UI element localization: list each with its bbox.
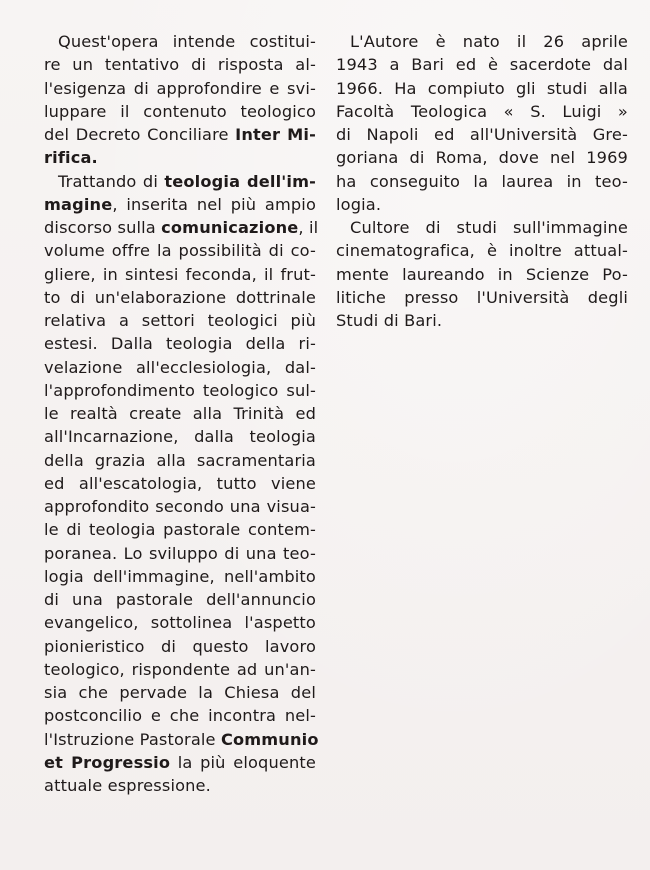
- text-line: luppare il contenuto teologico: [44, 101, 316, 121]
- bold-term-teologia-immagine-end: magine: [44, 194, 113, 214]
- text-line: postconcilio e che incontra nel-: [44, 706, 316, 726]
- text-line: ha conseguito la laurea in teo-: [336, 171, 628, 191]
- text-line: sia che pervade la Chiesa del: [44, 683, 316, 702]
- text-line: relativa a settori teologici più: [44, 311, 316, 330]
- author-studies-paragraph: [336, 216, 628, 332]
- text-line: evangelico, sottolinea l'aspetto: [44, 613, 316, 633]
- document-title-et-progressio: et Progressio: [44, 752, 171, 772]
- text-line: goriana di Roma, dove nel 1969: [336, 148, 628, 168]
- text-line: all'Incarnazione, dalla teologia: [44, 427, 316, 447]
- text-line: estesi. Dalla teologia della ri-: [44, 334, 316, 354]
- document-title-inter-mirifica-end: rifica.: [44, 148, 98, 168]
- text-line: [44, 728, 319, 751]
- text-line: L'Autore è nato il 26 aprile: [350, 32, 628, 51]
- text-line: approfondito secondo una visua-: [44, 497, 316, 516]
- text-line: gliere, in sintesi feconda, il frut-: [44, 264, 316, 284]
- text-run: , inserita nel più ampio: [112, 194, 316, 214]
- text-line: teologico, rispondente ad un'an-: [44, 659, 316, 679]
- text-run: la più eloquente: [170, 752, 316, 772]
- text-line: to di un'elaborazione dottrinale: [44, 287, 316, 307]
- text-line: l'esigenza di approfondire e svi-: [44, 78, 316, 98]
- book-description-paragraph: [44, 30, 316, 170]
- text-line: logia.: [336, 194, 382, 214]
- text-line: ed all'escatologia, tutto viene: [44, 473, 316, 493]
- text-line: poranea. Lo sviluppo di una teo-: [44, 543, 316, 563]
- text-line: [44, 216, 319, 239]
- text-line: Facoltà Teologica « S. Luigi »: [336, 101, 628, 121]
- text-line: [44, 170, 316, 193]
- text-line: 1966. Ha compiuto gli studi alla: [336, 78, 628, 98]
- text-line: Studi di Bari.: [336, 311, 443, 330]
- text-run: discorso sulla: [44, 218, 162, 237]
- text-line: l'approfondimento teologico sul-: [44, 380, 316, 400]
- text-line: mente laureando in Scienze Po-: [336, 264, 628, 284]
- text-line: Cultore di studi sull'immagine: [350, 218, 628, 237]
- text-run: Trattando di: [58, 171, 165, 191]
- text-line: [44, 123, 316, 146]
- text-line: cinematografica, è inoltre attual-: [336, 241, 628, 261]
- author-bio-paragraph: [336, 30, 628, 216]
- document-title-inter-mirifica: Inter Mi-: [235, 125, 316, 144]
- bold-term-comunicazione: comunicazione: [161, 218, 299, 237]
- text-line: logia dell'immagine, nell'ambito: [44, 566, 316, 586]
- text-line: le di teologia pastorale contem-: [44, 520, 316, 540]
- text-line: 1943 a Bari ed è sacerdote dal: [336, 55, 628, 75]
- text-run: del Decreto Conciliare: [44, 125, 236, 144]
- text-line: [44, 146, 316, 169]
- text-line: [44, 751, 316, 774]
- text-line: di una pastorale dell'annuncio: [44, 590, 316, 609]
- bold-term-teologia-immagine: teologia dell'im-: [164, 171, 316, 191]
- text-run: l'Istruzione Pastorale: [44, 729, 221, 749]
- document-title-communio: Communio: [220, 729, 319, 749]
- text-line: Quest'opera intende costitui-: [58, 32, 316, 51]
- text-line: volume offre la possibilità di co-: [44, 241, 316, 261]
- text-line: di Napoli ed all'Università Gre-: [336, 125, 628, 144]
- text-run: , il: [298, 218, 319, 237]
- text-line: attuale espressione.: [44, 776, 211, 795]
- book-content-paragraph: [44, 170, 319, 798]
- text-line: della grazia alla sacramentaria: [44, 450, 316, 470]
- text-line: le realtà create alla Trinità ed: [44, 404, 316, 423]
- left-column: [44, 30, 319, 797]
- text-line: re un tentativo di risposta al-: [44, 55, 316, 75]
- text-line: litiche presso l'Università degli: [336, 287, 628, 307]
- text-line: [44, 193, 316, 216]
- text-line: pionieristico di questo lavoro: [44, 636, 316, 656]
- text-line: velazione all'ecclesiologia, dal-: [44, 357, 316, 377]
- right-column: [336, 30, 628, 332]
